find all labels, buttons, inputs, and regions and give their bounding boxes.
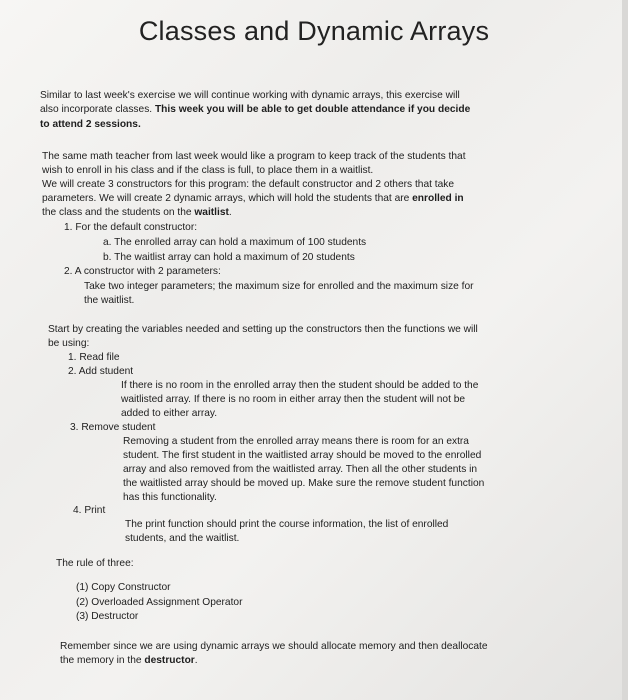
page-edge (622, 0, 628, 700)
constructor-item-1a: a. The enrolled array can hold a maximum of 100 students (103, 237, 367, 248)
closing-text: the memory in the (60, 655, 145, 666)
rule-item-assignment-operator: (2) Overloaded Assignment Operator (76, 597, 243, 608)
add-student-desc-1: If there is no room in the enrolled array then the student should be added to the (121, 380, 479, 391)
intro-bold-text: This week you will be able to get double attendance if you decide (154, 104, 471, 115)
p2-bold-waitlist: waitlist (194, 207, 229, 218)
constructor-item-2-desc-2: the waitlist. (84, 295, 135, 306)
remove-student-desc-1: Removing a student from the enrolled array means there is room for an extra (123, 436, 469, 447)
p2-line-4 (42, 193, 464, 206)
p2-text: parameters. We will create 2 dynamic arrays, which will hold the students that are (42, 193, 413, 204)
print-desc-2: students, and the waitlist. (125, 533, 240, 544)
function-add-student: 2. Add student (68, 366, 134, 377)
closing-period: . (194, 655, 198, 666)
closing-line-2 (60, 655, 198, 668)
intro-text: also incorporate classes. (40, 104, 155, 115)
p2-line-2: wish to enroll in his class and if the class is full, to place them in a waitlist. (42, 165, 374, 176)
function-print: 4. Print (73, 505, 106, 516)
page-title: Classes and Dynamic Arrays (138, 16, 490, 46)
p2-period: . (228, 207, 232, 218)
intro-line-3: to attend 2 sessions. (40, 119, 141, 130)
add-student-desc-2: waitlisted array. If there is no room in either array then the student will not be (121, 394, 466, 405)
p2-line-3: We will create 3 constructors for this program: the default constructor and 2 others that take (42, 179, 455, 190)
rule-item-copy-constructor: (1) Copy Constructor (76, 582, 171, 593)
functions-intro-2: be using: (48, 338, 90, 349)
closing-bold-destructor: destructor (144, 655, 195, 666)
intro-line-1: Similar to last week's exercise we will continue working with dynamic arrays, this exercise will (40, 90, 460, 101)
remove-student-desc-4: the waitlisted array should be moved up. Make sure the remove student function (123, 478, 485, 489)
remove-student-desc-2: student. The first student in the waitlisted array should be moved to the enrolled (123, 450, 482, 461)
closing-line-1: Remember since we are using dynamic arrays we should allocate memory and then deallocate (60, 641, 488, 652)
add-student-desc-3: added to either array. (121, 408, 218, 419)
constructor-item-2: 2. A constructor with 2 parameters: (64, 266, 221, 277)
p2-bold-enrolled: enrolled in (412, 193, 464, 204)
constructor-item-2-desc-1: Take two integer parameters; the maximum size for enrolled and the maximum size for (84, 281, 474, 292)
function-remove-student: 3. Remove student (70, 422, 156, 433)
remove-student-desc-3: array and also removed from the waitlisted array. Then all the other students in (123, 464, 478, 475)
functions-intro-1: Start by creating the variables needed and setting up the constructors then the functions we will (48, 324, 478, 335)
function-read-file: 1. Read file (68, 352, 120, 363)
p2-line-5 (42, 207, 232, 220)
intro-line-2 (40, 104, 470, 117)
rule-of-three-heading: The rule of three: (56, 558, 134, 569)
rule-item-destructor: (3) Destructor (76, 611, 139, 622)
p2-line-1: The same math teacher from last week would like a program to keep track of the students that (42, 151, 466, 162)
p2-text-2: the class and the students on the (42, 207, 195, 218)
constructor-item-1b: b. The waitlist array can hold a maximum of 20 students (103, 252, 355, 263)
print-desc-1: The print function should print the course information, the list of enrolled (125, 519, 449, 530)
constructor-item-1: 1. For the default constructor: (64, 222, 198, 233)
remove-student-desc-5: has this functionality. (123, 492, 217, 503)
